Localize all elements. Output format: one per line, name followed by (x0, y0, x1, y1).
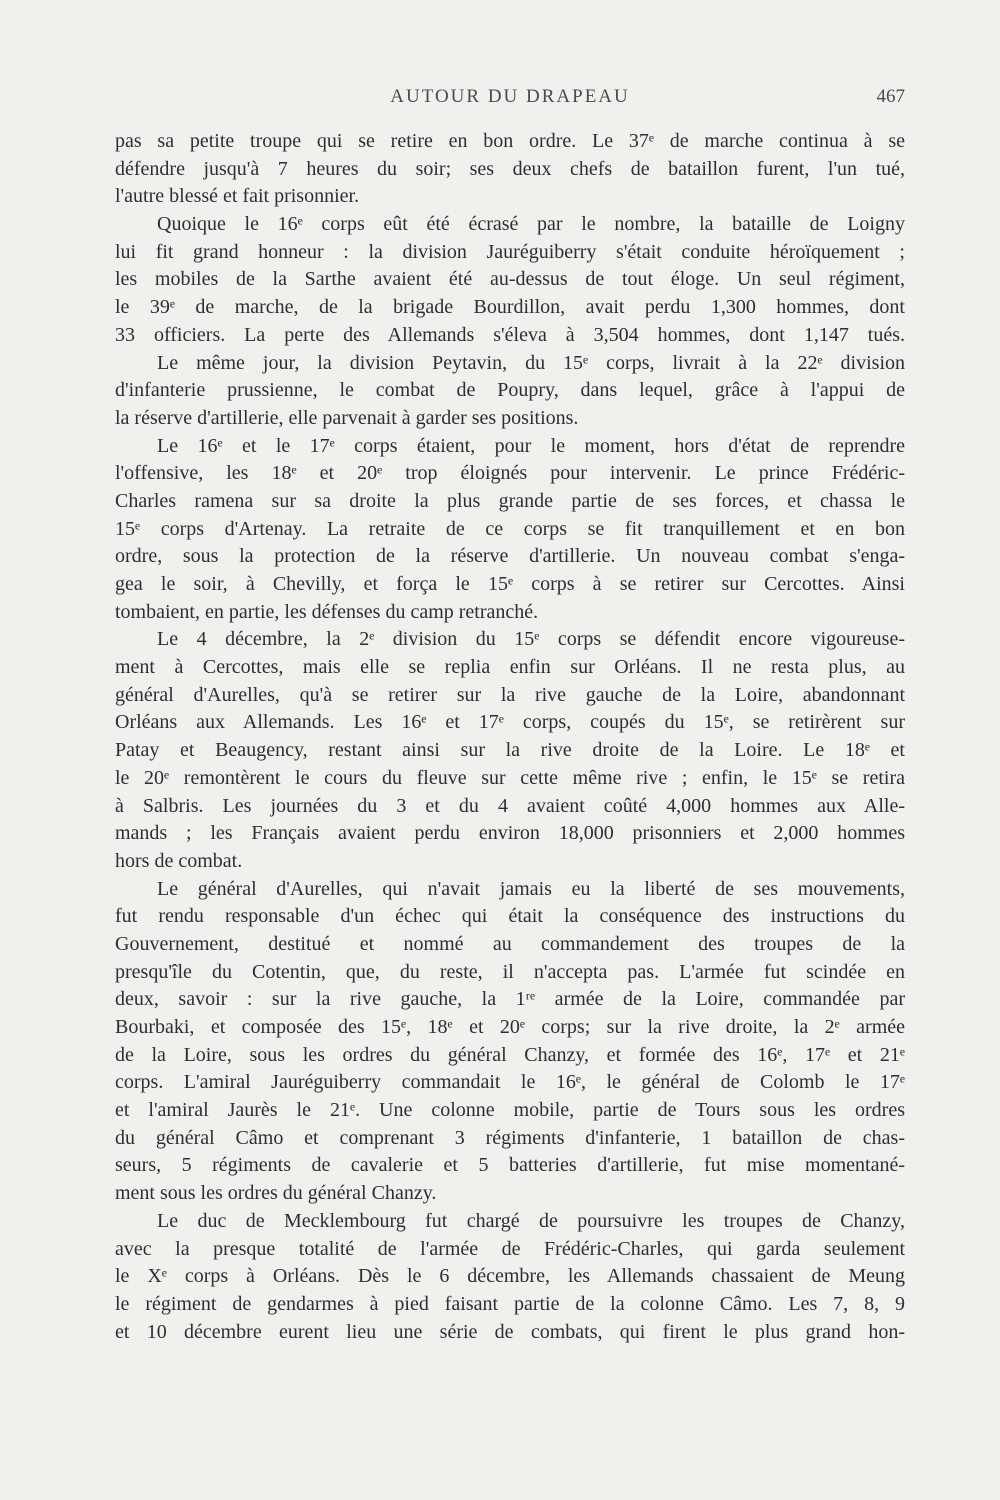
text-line: 15ᵉ corps d'Artenay. La retraite de ce corps se fit tranquillement et en bon (115, 517, 905, 540)
text-line: défendre jusqu'à 7 heures du soir; ses deux chefs de bataillon furent, l'un tué, (115, 157, 905, 180)
text-line: la réserve d'artillerie, elle parvenait à garder ses positions. (115, 406, 579, 429)
text-line: hors de combat. (115, 849, 243, 872)
body-text (115, 128, 905, 1346)
text-line: ordre, sous la protection de la réserve d'artillerie. Un nouveau combat s'enga- (115, 545, 905, 568)
running-title: AUTOUR DU DRAPEAU (390, 86, 630, 107)
page-number: 467 (876, 86, 905, 107)
text-line: Le général d'Aurelles, qui n'avait jamais eu la liberté de ses mouvements, (157, 877, 905, 900)
text-line: du général Câmo et comprenant 3 régiments d'infanterie, 1 bataillon de chas- (115, 1126, 905, 1149)
text-line: le 39ᵉ de marche, de la brigade Bourdillon, avait perdu 1,300 hommes, dont (115, 296, 905, 319)
text-line: le Xᵉ corps à Orléans. Dès le 6 décembre, les Allemands chassaient de Meung (115, 1265, 905, 1288)
text-line: pas sa petite troupe qui se retire en bon ordre. Le 37ᵉ de marche continua à se (115, 130, 905, 152)
text-line: Le même jour, la division Peytavin, du 15ᵉ corps, livrait à la 22ᵉ division (157, 351, 905, 374)
text-line: Le 16ᵉ et le 17ᵉ corps étaient, pour le moment, hors d'état de reprendre (157, 434, 905, 457)
text-line: d'infanterie prussienne, le combat de Poupry, dans lequel, grâce à l'appui de (115, 379, 905, 402)
text-line: Quoique le 16ᵉ corps eût été écrasé par le nombre, la bataille de Loigny (157, 213, 905, 236)
text-line: le régiment de gendarmes à pied faisant partie de la colonne Câmo. Les 7, 8, 9 (115, 1292, 905, 1315)
text-line: à Salbris. Les journées du 3 et du 4 avaient coûté 4,000 hommes aux Alle- (115, 794, 905, 817)
text-line: Charles ramena sur sa droite la plus grande partie de ses forces, et chassa le (115, 489, 905, 512)
text-line: presqu'île du Cotentin, que, du reste, il n'accepta pas. L'armée fut scindée en (115, 960, 905, 983)
text-line: ment à Cercottes, mais elle se replia enfin sur Orléans. Il ne resta plus, au (115, 656, 905, 679)
text-line: l'offensive, les 18ᵉ et 20ᵉ trop éloignés pour intervenir. Le prince Frédéric- (115, 462, 905, 485)
text-line: fut rendu responsable d'un échec qui était la conséquence des instructions du (115, 905, 905, 928)
page-header (115, 86, 905, 114)
text-line: le 20ᵉ remontèrent le cours du fleuve sur cette même rive ; enfin, le 15ᵉ se retira (115, 766, 905, 789)
text-line: général d'Aurelles, qu'à se retirer sur la rive gauche de la Loire, abandonnant (115, 683, 905, 706)
text-line: avec la presque totalité de l'armée de Frédéric-Charles, qui garda seulement (115, 1237, 905, 1260)
text-line: de la Loire, sous les ordres du général Chanzy, et formée des 16ᵉ, 17ᵉ et 21ᵉ (115, 1043, 905, 1066)
text-line: corps. L'amiral Jauréguiberry commandait le 16ᵉ, le général de Colomb le 17ᵉ (115, 1071, 905, 1094)
text-line: deux, savoir : sur la rive gauche, la 1ʳᵉ armée de la Loire, commandée par (115, 988, 905, 1011)
text-line: Le duc de Mecklembourg fut chargé de poursuivre les troupes de Chanzy, (157, 1209, 905, 1232)
text-line: 33 officiers. La perte des Allemands s'éleva à 3,504 hommes, dont 1,147 tués. (115, 323, 905, 346)
text-line: seurs, 5 régiments de cavalerie et 5 batteries d'artillerie, fut mise momentané- (115, 1154, 905, 1177)
text-line: gea le soir, à Chevilly, et força le 15ᵉ corps à se retirer sur Cercottes. Ainsi (115, 573, 905, 595)
text-line: Orléans aux Allemands. Les 16ᵉ et 17ᵉ corps, coupés du 15ᵉ, se retirèrent sur (115, 711, 905, 734)
text-line: Le 4 décembre, la 2ᵉ division du 15ᵉ corps se défendit encore vigoureuse- (157, 628, 905, 651)
text-line: Patay et Beaugency, restant ainsi sur la rive droite de la Loire. Le 18ᵉ et (115, 739, 905, 762)
text-line: l'autre blessé et fait prisonnier. (115, 185, 360, 208)
text-line: lui fit grand honneur : la division Jauréguiberry s'était conduite héroïquement ; (115, 240, 905, 263)
text-line: les mobiles de la Sarthe avaient été au-dessus de tout éloge. Un seul régiment, (115, 268, 905, 291)
text-line: et l'amiral Jaurès le 21ᵉ. Une colonne mobile, partie de Tours sous les ordres (115, 1099, 905, 1122)
text-line: ment sous les ordres du général Chanzy. (115, 1182, 437, 1205)
text-line: et 10 décembre eurent lieu une série de combats, qui firent le plus grand hon- (115, 1320, 905, 1343)
text-line: Gouvernement, destitué et nommé au commandement des troupes de la (115, 932, 905, 955)
text-line: tombaient, en partie, les défenses du camp retranché. (115, 600, 539, 623)
text-line: Bourbaki, et composée des 15ᵉ, 18ᵉ et 20ᵉ corps; sur la rive droite, la 2ᵉ armée (115, 1016, 905, 1038)
text-line: mands ; les Français avaient perdu environ 18,000 prisonniers et 2,000 hommes (115, 822, 905, 845)
